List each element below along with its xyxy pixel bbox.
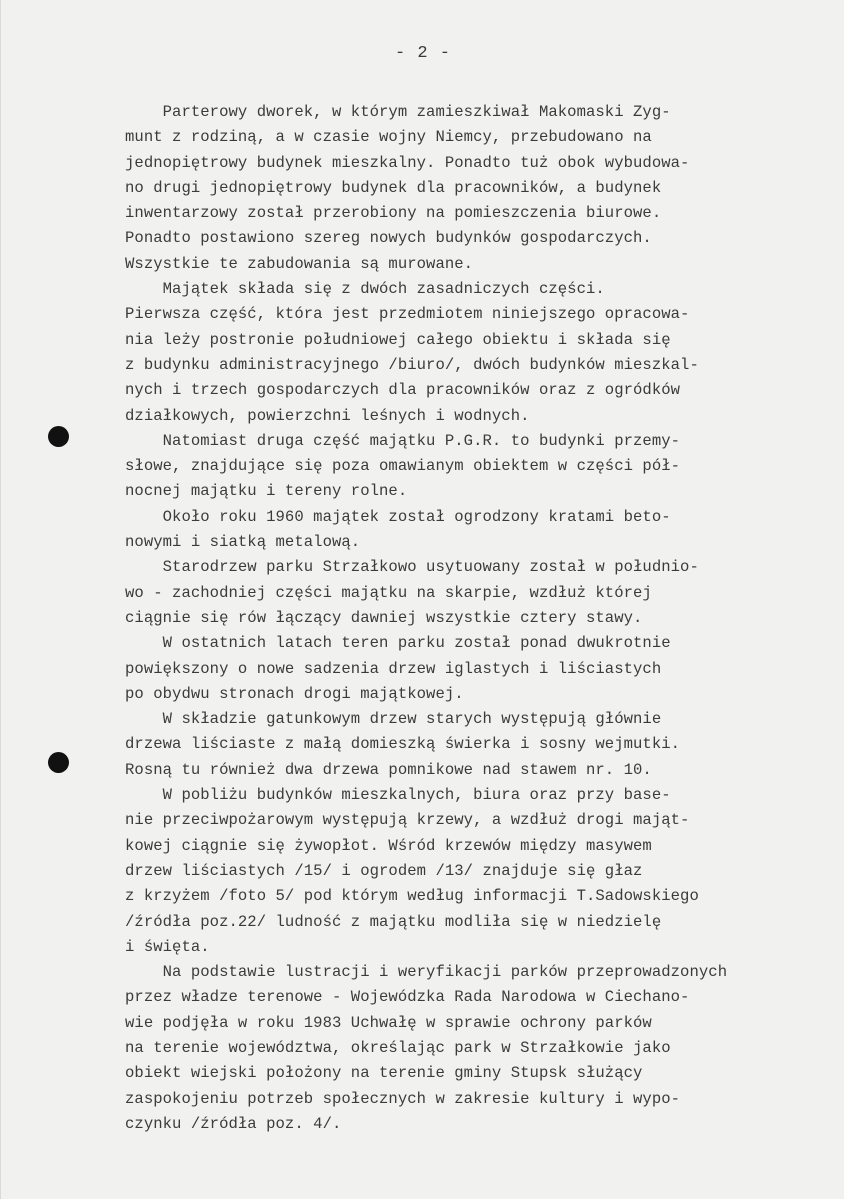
text-line: nych i trzech gospodarczych dla pracowników oraz z ogródków (125, 381, 681, 400)
text-line: no drugi jednopiętrowy budynek dla pracowników, a budynek (125, 178, 662, 197)
punch-hole (48, 426, 69, 447)
text-line: Parterowy dworek, w którym zamieszkiwał Makomaski Zyg- (125, 103, 671, 121)
text-line: ciągnie się rów łączący dawniej wszystkie cztery stawy. (125, 608, 643, 627)
text-line: W składzie gatunkowym drzew starych występują głównie (125, 710, 662, 729)
text-line: Starodrzew parku Strzałkowo usytuowany został w południo- (125, 558, 699, 577)
text-line: przez władze terenowe - Wojewódzka Rada Narodowa w Ciechano- (125, 988, 690, 1007)
text-line: drzewa liściaste z małą domieszką świerka i sosny wejmutki. (125, 735, 681, 754)
text-line: Natomiast druga część majątku P.G.R. to budynki przemy- (125, 431, 681, 450)
text-line: z budynku administracyjnego /biuro/, dwóch budynków mieszkal- (125, 355, 699, 374)
text-line: drzew liściastych /15/ i ogrodem /13/ znajduje się głaz (125, 861, 643, 880)
text-line: i święta. (125, 937, 210, 956)
text-line: wie podjęła w roku 1983 Uchwałę w sprawie ochrony parków (125, 1013, 652, 1032)
text-line: wo - zachodniej części majątku na skarpie, wzdłuż której (125, 583, 652, 602)
text-line: kowej ciągnie się żywopłot. Wśród krzewów między masywem (125, 836, 652, 855)
text-line: działkowych, powierzchni leśnych i wodnych. (125, 406, 530, 425)
text-line: Wszystkie te zabudowania są murowane. (125, 254, 474, 273)
page-number: - 2 - (394, 44, 451, 63)
text-line: Majątek składa się z dwóch zasadniczych części. (125, 280, 605, 299)
text-line: /źródła poz.22/ ludność z majątku modliła się w niedzielę (125, 912, 662, 931)
text-line: obiekt wiejski położony na terenie gminy Stupsk służący (125, 1064, 643, 1083)
text-line: zaspokojeniu potrzeb społecznych w zakresie kultury i wypo- (125, 1089, 681, 1108)
text-line: po obydwu stronach drogi majątkowej. (125, 684, 464, 703)
punch-hole (48, 752, 69, 773)
text-line: słowe, znajdujące się poza omawianym obiektem w części pół- (125, 457, 681, 476)
text-line: Pierwsza część, która jest przedmiotem niniejszego opracowa- (125, 305, 690, 324)
text-line: jednopiętrowy budynek mieszkalny. Ponadto tuż obok wybudowa- (125, 153, 690, 172)
text-line: nocnej majątku i tereny rolne. (125, 482, 408, 501)
text-line: czynku /źródła poz. 4/. (125, 1114, 342, 1133)
text-line: inwentarzowy został przerobiony na pomieszczenia biurowe. (125, 204, 662, 223)
text-line: nowymi i siatką metalową. (125, 533, 361, 552)
text-line: W ostatnich latach teren parku został ponad dwukrotnie (125, 634, 671, 653)
text-line: nia leży postronie południowej całego obiektu i składa się (125, 330, 671, 349)
text-line: Około roku 1960 majątek został ogrodzony kratami beto- (125, 507, 671, 526)
text-line: Na podstawie lustracji i weryfikacji parków przeprowadzonych (125, 963, 728, 982)
text-line: nie przeciwpożarowym występują krzewy, a wzdłuż drogi mająt- (125, 811, 690, 830)
body-text (125, 100, 825, 1137)
text-line: powiększony o nowe sadzenia drzew iglastych i liściastych (125, 659, 662, 678)
text-line: na terenie województwa, określając park w Strzałkowie jako (125, 1038, 671, 1057)
text-line: Rosną tu również dwa drzewa pomnikowe nad stawem nr. 10. (125, 760, 652, 779)
text-line: W pobliżu budynków mieszkalnych, biura oraz przy base- (125, 786, 671, 805)
text-line: munt z rodziną, a w czasie wojny Niemcy, przebudowano na (125, 128, 652, 147)
text-line: Ponadto postawiono szereg nowych budynków gospodarczych. (125, 229, 652, 248)
text-line: z krzyżem /foto 5/ pod którym według informacji T.Sadowskiego (125, 887, 699, 906)
